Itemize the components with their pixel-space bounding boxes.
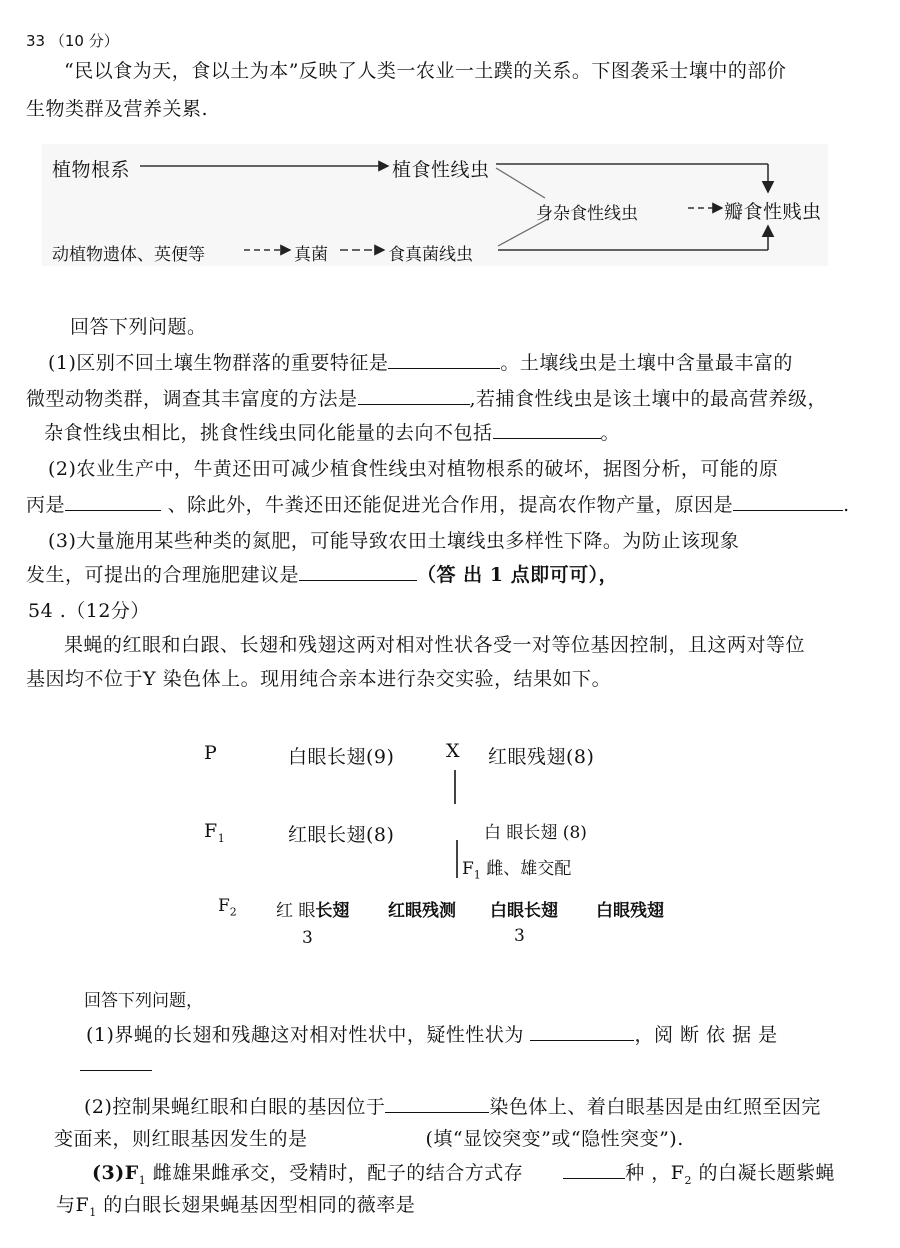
node-fungivorous-nematode: 食真菌线虫 [388,245,473,265]
cross-f1-mating: $F_1$ 雌、雄交配 [462,859,572,882]
q54-prompt: 回答下列问题， [84,991,203,1011]
cross-f2-red-long: 红 眼长翅 [276,901,350,921]
answer-blank[interactable] [299,562,417,581]
cross-f1-label: $F_1$ [204,820,226,845]
q33-part1-line3: 杂食性线虫相比，挑食性线虫同化能量的去向不包括 。 [44,422,621,444]
cross-line-f1-f2 [456,840,458,878]
cross-f2-ratio-1: 3 [302,928,313,948]
node-fungi: 真菌 [294,245,328,265]
cross-f2-ratio-3: 3 [514,926,525,946]
q33-part2-line1: (2)农业生产中，牛黄还田可减少植食性线虫对植物根系的破坏，据图分析，可能的原 [48,458,779,480]
answer-blank[interactable] [385,1094,489,1113]
answer-blank-q54-1b[interactable] [80,1070,152,1071]
q33-part1-line1: (1)区别不回土壤生物群落的重要特征是 。土壤线虫是土壤中含量最丰富的 [48,352,793,374]
cross-f2-white-long: 白眼长翅 [490,901,558,921]
q54-part3-line1: $(3)F_1$ 雌雄果雌承交，受精时，配子的结合方式存 种 ，$F_2$ 的白凝长题紫蝇 [92,1162,836,1187]
q33-prompt: 回答下列问题。 [70,316,207,338]
q54-header: 54 .（12分） [28,600,150,622]
q33-part2-line2: 丙是 、除此外，牛粪还田还能促进光合作用，提高农作物产量，原因是 . [26,494,850,516]
cross-f2-label: $F_2$ [218,896,237,919]
q33-part3-line1: (3)大量施用某些种类的氮肥，可能导致农田土壤线虫多样性下降。为防止该现象 [48,530,740,552]
answer-blank[interactable] [733,492,843,511]
cross-f2-red-vestigial: 红眼残测 [388,901,456,921]
answer-blank[interactable] [563,1160,625,1179]
cross-p-male: 红眼残翅(8) [488,746,595,768]
cross-x-symbol: X [446,740,461,762]
cross-line-p-f1 [454,770,456,804]
cross-p-label: P [204,742,218,764]
cross-f1-b: 白 眼长翅 (8) [484,823,587,843]
q33-part1-line2: 微型动物类群，调查其丰富度的方法是 ,若捕食性线虫是该土壤中的最高营养级， [26,388,828,410]
q33-part3-line2: 发生，可提出的合理施肥建议是 （答 出 1 点即可可）， [26,564,619,586]
node-omnivorous-nematode: 身杂食性线虫 [536,204,638,224]
cross-f2-white-vestigial: 白眼残翅 [596,901,664,921]
answer-blank[interactable] [530,1022,634,1041]
answer-blank[interactable] [358,386,470,405]
cross-f1-a: 红眼长翅(8) [288,824,395,846]
node-remains-feces: 动植物遗体、英便等 [52,245,205,265]
q54-part2-line1: (2)控制果蝇红眼和白眼的基因位于 染色体上、着白眼基因是由红照至因完 [84,1096,821,1118]
q54-intro-line2: 基因均不位于Y 染色体上。现用纯合亲本进行杂交实验，结果如下。 [26,668,612,690]
answer-blank[interactable] [65,492,161,511]
cross-p-female: 白眼长翅(9) [288,746,395,768]
node-predatory-nematode: 瓣食性贱虫 [724,201,822,223]
answer-blank[interactable] [493,420,601,439]
q54-intro-line1: 果蝇的红眼和白跟、长翅和残翅这两对相对性状各受一对等位基因控制，且这两对等位 [64,634,806,656]
node-herbivorous-nematode: 植食性线虫 [392,159,490,181]
q54-part3-line2: 与$F_1$ 的白眼长翅果蝇基因型相同的薇率是 [56,1194,416,1219]
q54-part1: (1)界蝇的长翅和残趣这对相对性状中，疑性性状为 ，阅 断 依 据 是 [86,1024,778,1046]
q54-part2-line2: 变面来，则红眼基因发生的是 (填“显饺突变”或“隐性突变”). [54,1128,684,1150]
q33-intro-line1: “民以食为天，食以土为本”反映了人类一农业一土蹼的关系。下图袭采士壤中的部价 [64,60,787,82]
node-plant-roots: 植物根系 [52,159,131,181]
q33-intro-line2: 生物类群及营养关累. [26,98,209,120]
answer-blank[interactable] [388,350,500,369]
q33-header: 33 （10 分） [26,32,119,50]
